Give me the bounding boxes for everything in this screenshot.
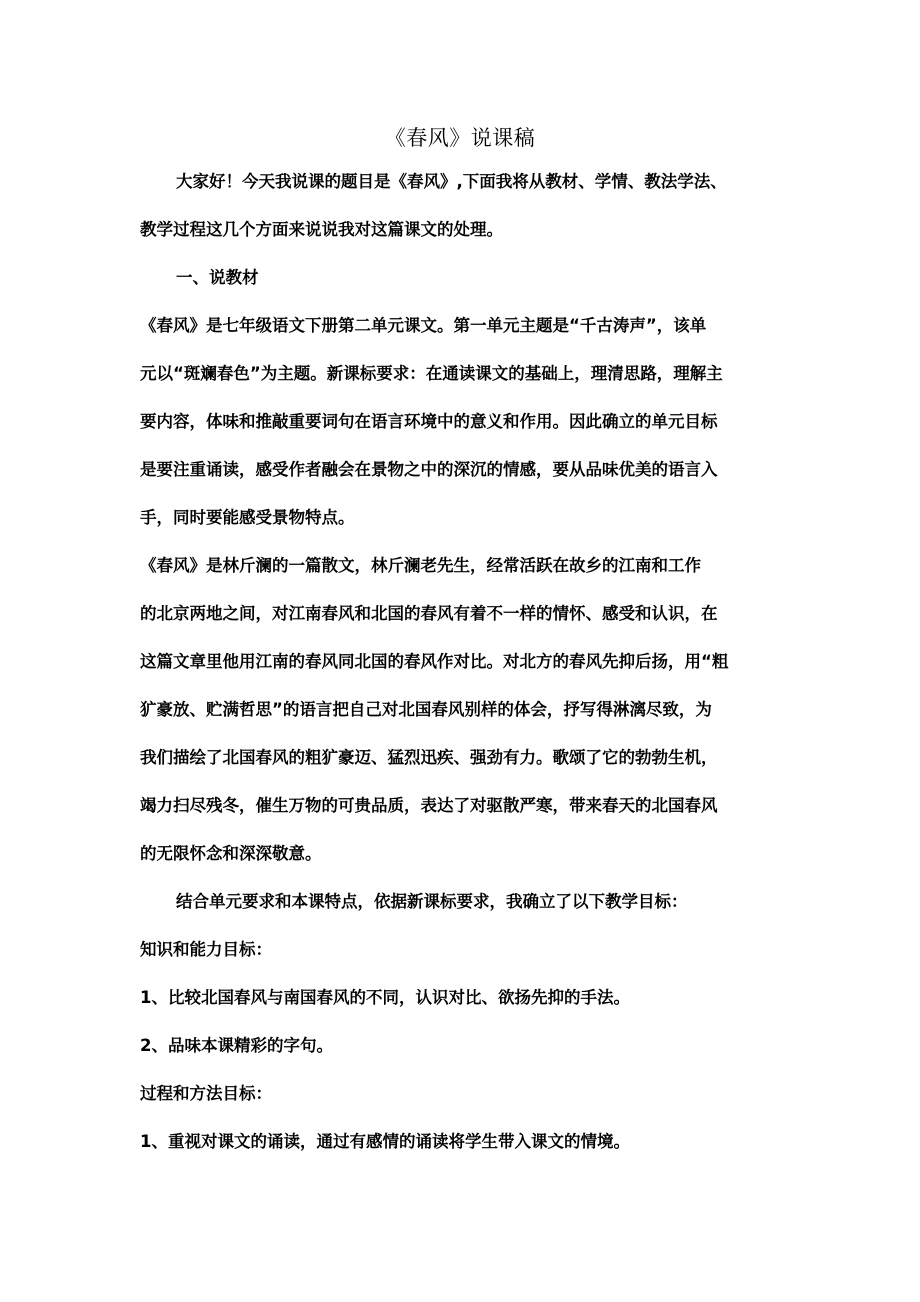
paragraph-line: 元以“斑斓春色”为主题。新课标要求：在通读课文的基础上，理清思路，理解主 [140,364,723,383]
paragraph-line: 这篇文章里他用江南的春风同北国的春风作对比。对北方的春风先抑后扬，用“粗 [140,652,729,671]
paragraph-line: 《春风》是七年级语文下册第二单元课文。第一单元主题是“千古涛声”，该单 [140,316,707,335]
paragraph-line: 《春风》是林斤澜的一篇散文，林斤澜老先生，经常活跃在故乡的江南和工作 [140,556,701,575]
paragraph-line: 犷豪放、贮满哲思”的语言把自己对北国春风别样的体会，抒写得淋漓尽致，为 [140,700,712,719]
list-item: 1、重视对课文的诵读，通过有感情的诵读将学生带入课文的情境。 [140,1132,630,1151]
paragraph-line: 竭力扫尽残冬，催生万物的可贵品质，表达了对驱散严寒，带来春天的北国春风 [140,796,718,815]
subheading: 过程和方法目标： [140,1084,272,1103]
list-item: 2、品味本课精彩的字句。 [140,1036,333,1055]
document-title: 《春风》说课稿 [384,126,536,150]
paragraph-line: 大家好！今天我说课的题目是《春风》,下面我将从教材、学情、教法学法、 [176,172,727,191]
subheading: 知识和能力目标： [140,940,272,959]
paragraph-line: 的北京两地之间，对江南春风和北国的春风有着不一样的情怀、感受和认识，在 [140,604,718,623]
paragraph-line: 我们描绘了北国春风的粗犷豪迈、猛烈迅疾、强劲有力。歌颂了它的勃勃生机， [140,748,718,767]
paragraph-line: 的无限怀念和深深敬意。 [140,844,322,863]
list-item: 1、比较北国春风与南国春风的不同，认识对比、欲扬先抑的手法。 [140,988,630,1007]
paragraph-line: 要内容，体味和推敲重要词句在语言环境中的意义和作用。因此确立的单元目标 [140,412,718,431]
paragraph-line: 教学过程这几个方面来说说我对这篇课文的处理。 [140,220,503,239]
paragraph-line: 结合单元要求和本课特点，依据新课标要求，我确立了以下教学目标： [176,892,688,911]
section-heading: 一、说教材 [176,268,259,287]
paragraph-line: 是要注重诵读，感受作者融会在景物之中的深沉的情感，要从品味优美的语言入 [140,460,718,479]
paragraph-line: 手，同时要能感受景物特点。 [140,508,355,527]
